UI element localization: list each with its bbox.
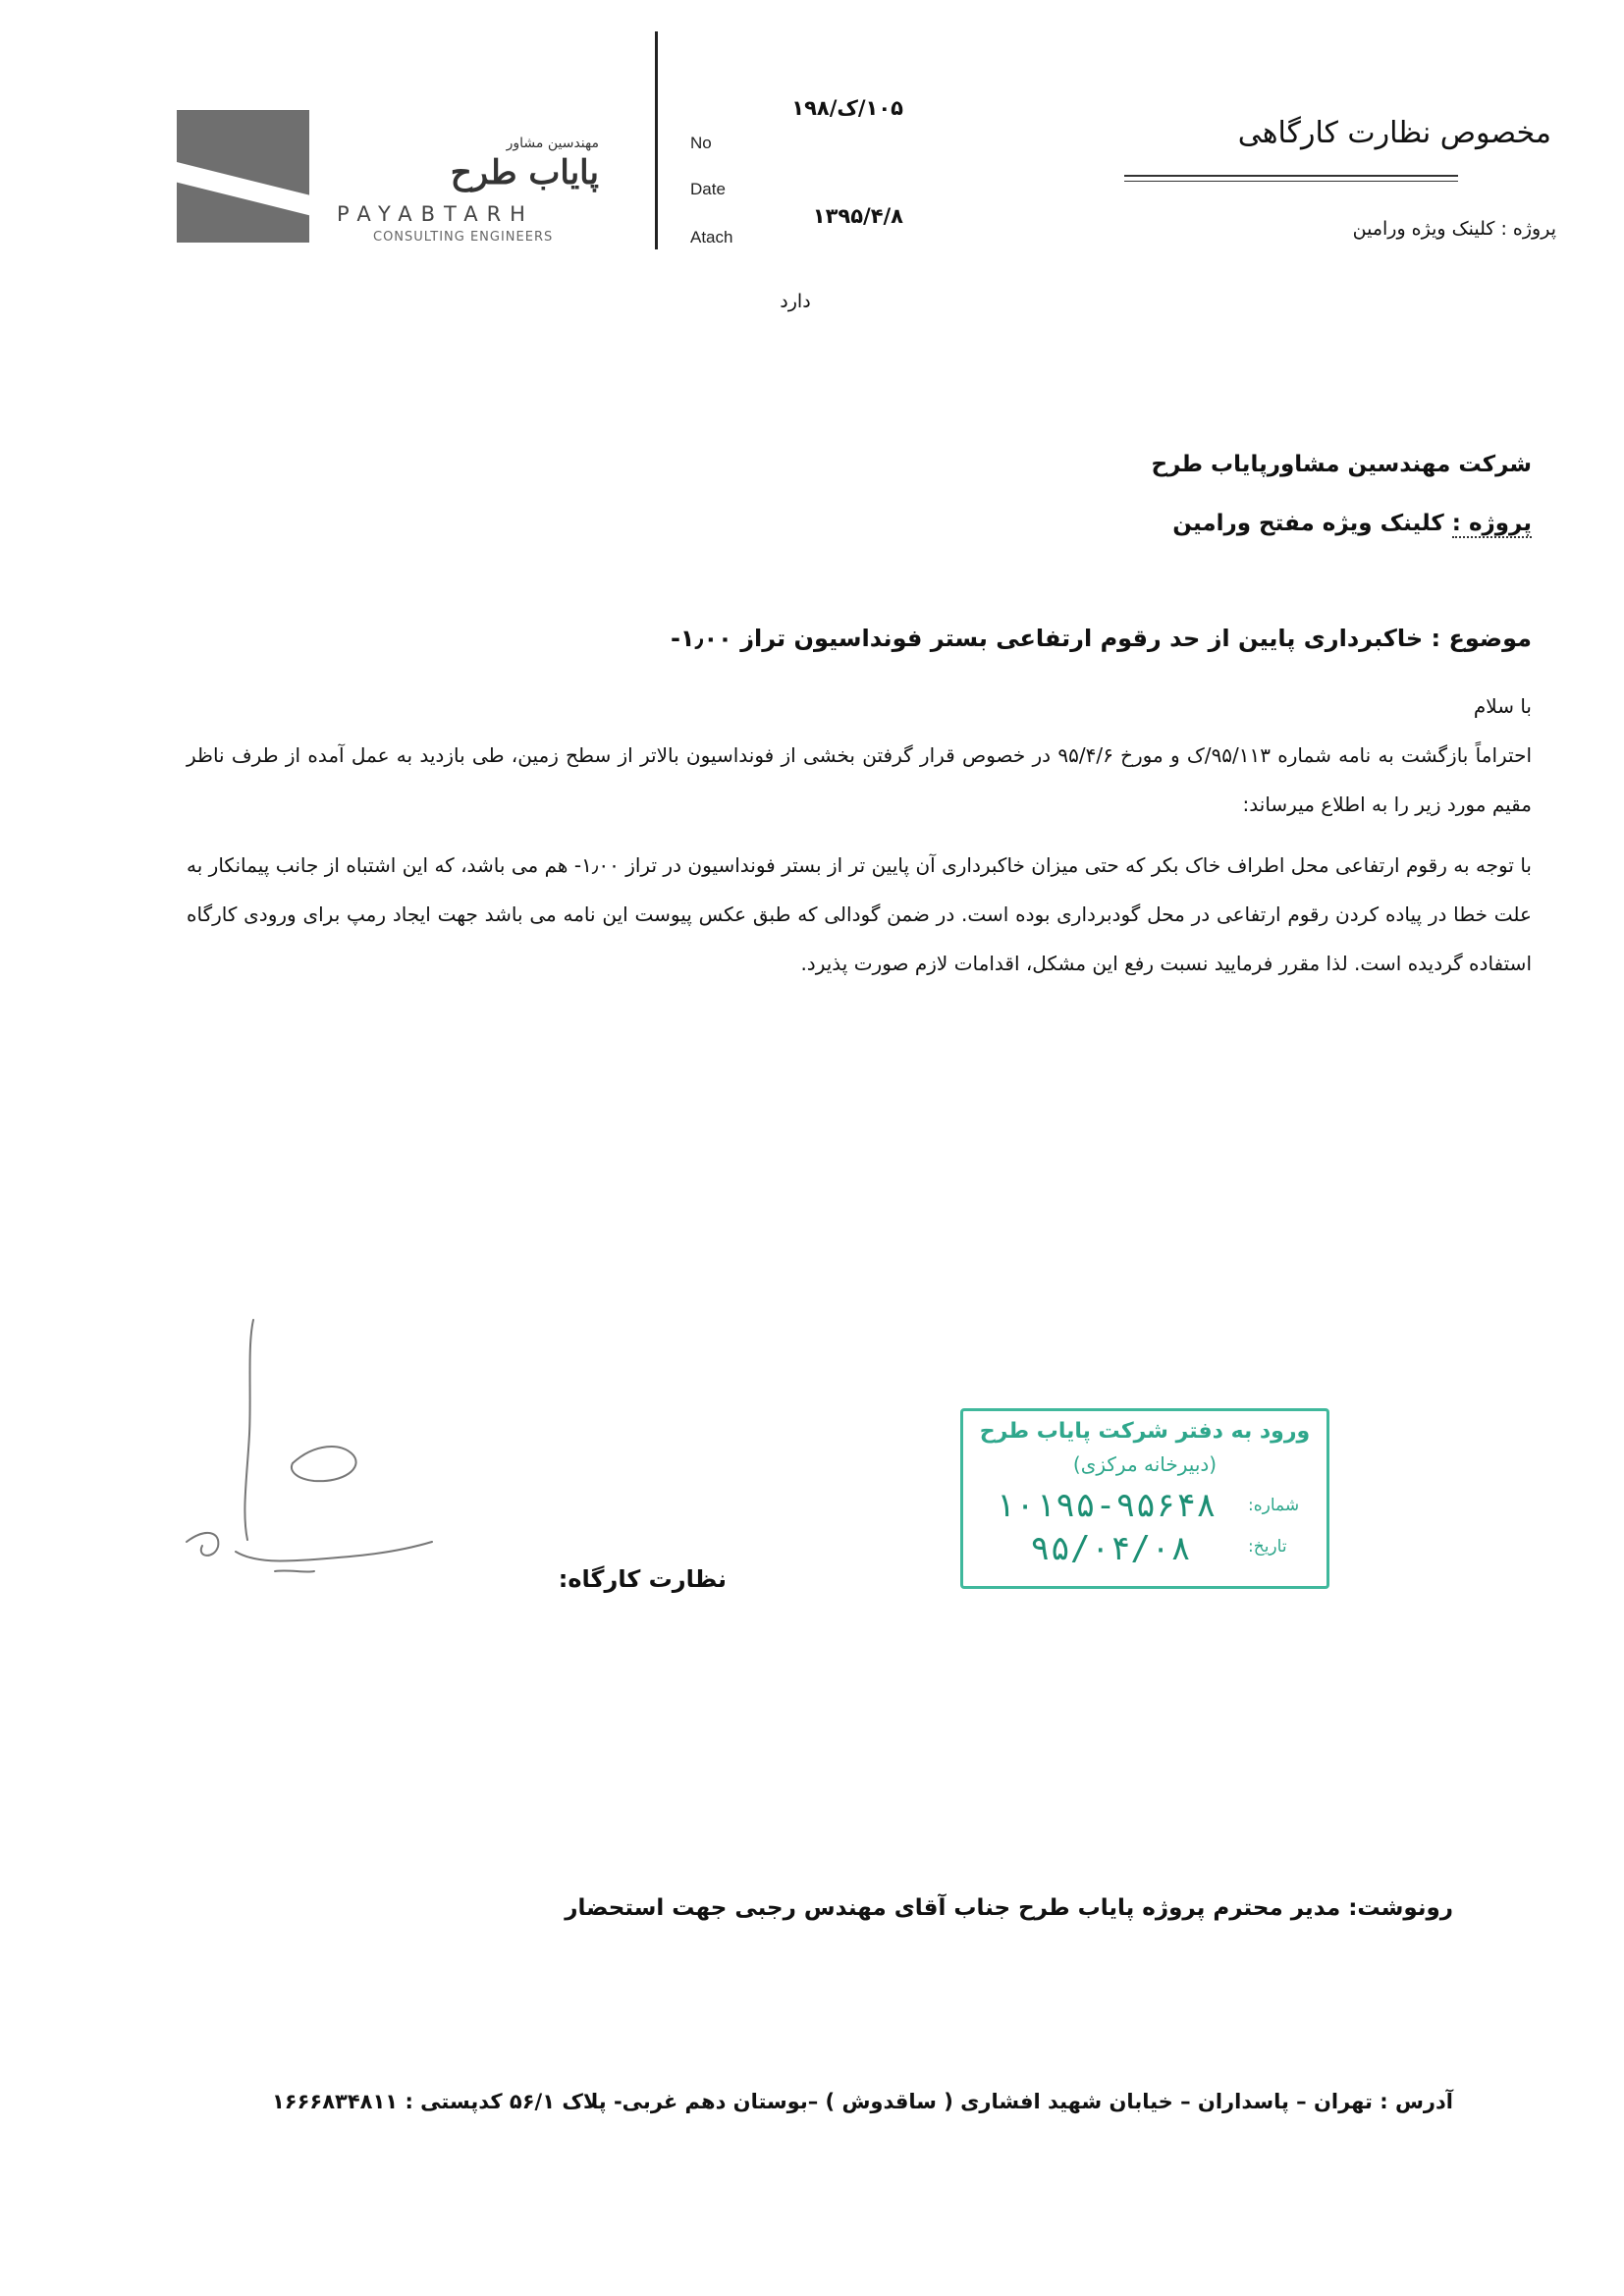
signature-label: نظارت کارگاه: — [558, 1565, 727, 1593]
cc-line: رونوشت: مدیر محترم پروژه پایاب طرح جناب آقای مهندس رجبی جهت استحضار — [565, 1895, 1453, 1921]
stamp-subtitle: (دبیرخانه مرکزی) — [1072, 1452, 1218, 1476]
subject-line: موضوع : خاکبرداری پایین از حد رقوم ارتفاعی بستر فونداسیون تراز ۱٫۰۰- — [670, 625, 1532, 652]
project-label: پروژه : — [1451, 511, 1532, 536]
recipient-project — [550, 511, 1532, 536]
stamp-number-label: شماره: — [1248, 1496, 1300, 1515]
letter-category-title: مخصوص نظارت کارگاهی — [1237, 116, 1551, 150]
project-name: کلینک ویژه مفتح ورامین — [1172, 511, 1444, 536]
logo-mark-icon — [177, 110, 309, 243]
title-underline — [1124, 175, 1458, 177]
stamp-title: ورود به دفتر شرکت پایاب طرح — [979, 1419, 1311, 1444]
stamp-date-label: تاریخ: — [1248, 1537, 1287, 1557]
stamp-number-value: ۱۰۱۹۵-۹۵۶۴۸ — [995, 1486, 1217, 1525]
logo-subtitle-fa: مهندسین مشاور — [506, 136, 599, 151]
logo-name-fa: پایاب طرح — [450, 153, 599, 192]
handwritten-signature — [167, 1306, 452, 1591]
letter-date: ۱۳۹۵/۴/۸ — [812, 204, 903, 228]
stamp-date-value: ۹۵/۰۴/۰۸ — [1030, 1529, 1191, 1568]
header-divider — [655, 31, 658, 249]
header-project: پروژه : کلینک ویژه ورامین — [1352, 218, 1556, 240]
receipt-stamp — [960, 1408, 1329, 1589]
logo-subtitle-en: CONSULTING ENGINEERS — [373, 230, 554, 245]
logo-name-en: PAYABTARH — [337, 202, 534, 226]
attachment-value: دارد — [780, 291, 811, 312]
number-label: No — [690, 134, 712, 152]
body-paragraph-1: احتراماً بازگشت به نامه شماره ۹۵/۱۱۳/ک و مورخ ۹۵/۴/۶ در خصوص قرار گرفتن بخشی از فونداسیون بالاتر از سطح زمین، طی بازدید به عمل آمده از طرف ناظر مقیم مورد زیر را به اطلاع میرساند: — [187, 743, 1533, 816]
greeting: با سلام — [1473, 694, 1532, 718]
footer-address: آدرس : تهران – پاسداران – خیابان شهید افشاری ( ساقدوش ) –بوستان دهم غربی- پلاک ۵۶/۱ کدپستی : ۱۶۶۶۸۳۴۸۱۱ — [271, 2090, 1453, 2113]
company-logo — [177, 106, 619, 248]
letter-number: ۱۰۵/ک/۱۹۸ — [791, 96, 903, 120]
recipient-company: شرکت مهندسین مشاورپایاب طرح — [1151, 452, 1532, 477]
attach-label: Atach — [690, 228, 733, 246]
title-underline-secondary — [1124, 181, 1458, 182]
date-label: Date — [690, 180, 726, 198]
body-paragraph-2: با توجه به رقوم ارتفاعی محل اطراف خاک بکر که حتی میزان خاکبرداری آن پایین تر از بستر فونداسیون در تراز ۱٫۰۰- هم می باشد، که این اشتباه از جانب پیمانکار به علت خطا در پیاده کردن رقوم ارتفاعی در محل گودبرداری بوده است. در ضمن گودالی که طبق عکس پیوست این نامه می باشد جهت ایجاد رمپ برای ورودی کارگاه استفاده گردیده است. لذا مقرر فرمایید نسبت رفع این مشکل، اقدامات لازم صورت پذیرد. — [187, 853, 1532, 975]
